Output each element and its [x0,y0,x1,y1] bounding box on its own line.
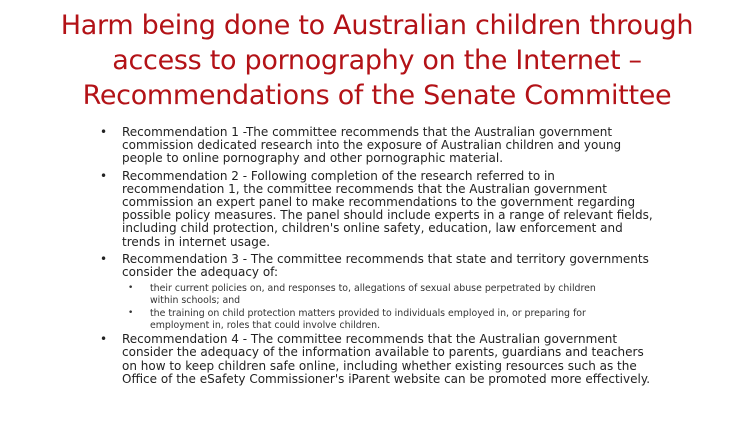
recommendation-4 [98,333,688,386]
bullet-icon: • [100,251,108,266]
sub-item-text-line: their current policies on, and responses to, allegations of sexual abuse perpetrated by children [150,283,596,295]
recommendation-text-line: including child protection, children's online safety, education, law enforcement and [122,221,623,236]
recommendation-text-line: on how to keep children safe online, including whether existing resources such as the [122,358,637,373]
recommendation-text-line: consider the adequacy of: [122,265,279,280]
recommendation-2 [98,170,688,249]
recommendation-text-line: commission an expert panel to make recommendations to the government regarding [122,195,636,210]
bullet-icon: • [100,332,108,347]
recommendation-3-sub-item-1 [98,283,688,306]
recommendation-text-line: Recommendation 2 - Following completion of the research referred to in [122,168,555,183]
title-line: access to pornography on the Internet – [112,45,642,76]
sub-item-text-line: within schools; and [150,294,241,306]
recommendation-text-line: Recommendation 4 - The committee recommends that the Australian government [122,332,618,347]
sub-item-text-line: employment in, roles that could involve children. [150,319,381,331]
recommendation-text-line: trends in internet usage. [122,234,271,249]
title-line: Harm being done to Australian children through [60,10,694,41]
recommendation-text-line: Recommendation 1 -The committee recommends that the Australian government [122,125,613,139]
recommendations-list [98,126,688,390]
recommendation-text-line: commission dedicated research into the exposure of Australian children and young [122,138,622,153]
bullet-icon: • [100,168,108,183]
slide-title [40,8,714,113]
recommendation-text-line: possible policy measures. The panel should include experts in a range of relevant fields, [122,208,653,223]
sub-item-text-line: the training on child protection matters provided to individuals employed in, or preparing for [150,308,586,320]
sub-bullet-icon: • [128,283,134,294]
recommendation-3 [98,253,688,279]
bullet-icon: • [100,125,108,139]
recommendation-1 [98,126,688,166]
recommendation-text-line: consider the adequacy of the information available to parents, guardians and teachers [122,345,644,360]
recommendation-text-line: recommendation 1, the committee recommends that the Australian government [122,181,607,196]
recommendation-text-line: people to online pornography and other pornographic material. [122,151,504,166]
sub-bullet-icon: • [128,308,134,319]
recommendation-text-line: Office of the eSafety Commissioner's iParent website can be promoted more effectively. [122,371,651,386]
title-line: Recommendations of the Senate Committee [82,80,672,111]
recommendation-3-sub-item-2 [98,308,688,331]
recommendation-text-line: Recommendation 3 - The committee recommends that state and territory governments [122,251,649,266]
